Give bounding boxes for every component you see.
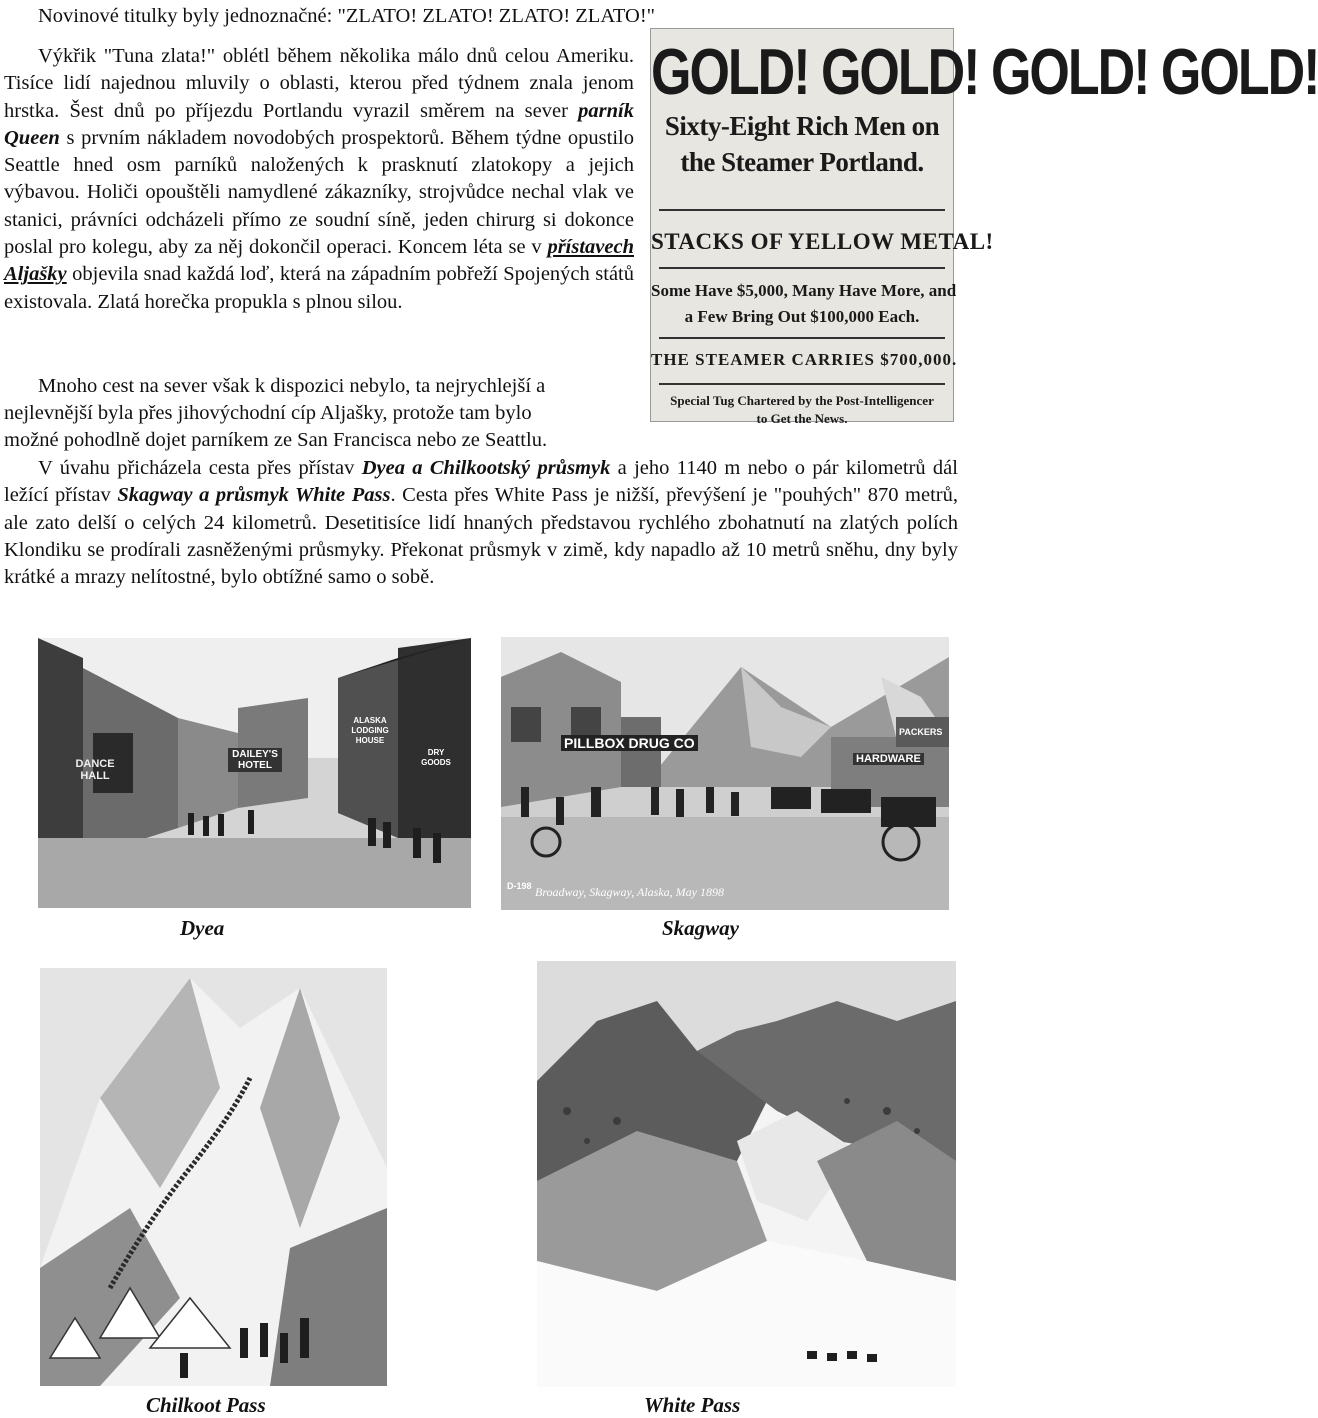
newspaper-carries: THE STEAMER CARRIES $700,000. bbox=[651, 350, 958, 369]
newspaper-rule bbox=[659, 337, 945, 339]
emphasis-dyea-chilkoot: Dyea a Chilkootský průsmyk bbox=[361, 457, 611, 479]
newspaper-tug-1: Special Tug Chartered by the Post-Intelligencer bbox=[670, 393, 934, 408]
photo-plate-number: D-198 bbox=[507, 881, 532, 891]
intro-line: Novinové titulky byly jednoznačné: "ZLATO! ZLATO! ZLATO! ZLATO!" bbox=[38, 5, 656, 27]
photo-white-pass bbox=[537, 961, 956, 1387]
newspaper-rule bbox=[659, 209, 945, 211]
photo-dyea bbox=[38, 638, 471, 908]
paragraph-gold-rush: Výkřik "Tuna zlata!" oblétl během několika málo dnů celou Ameriku. Tisíce lidí najednou mluvily o oblasti, kterou před týdnem znala jenom hrstka. Šest dnů po příjezdu Portlandu vyrazil směrem na sever parník Queen s prvním nákladem novodobých prospektorů. Během týdne opustilo Seattle hned osm parníků naložených k prasknutí zlatokopy a jejich výbavou. Holiči opouštěli namydlené zákazníky, strojvůdce nechal vlak ve stanici, právníci odcházeli přímo ze soudní síně, jeden chirurg si dokonce poslal pro kolegu, aby za něj dokončil operaci. Koncem léta se v přístavech Aljašky objevila snad každá loď, která na západním pobřeží Spojených států existovala. Zlatá horečka propukla s plnou silou. bbox=[4, 45, 634, 313]
sign-dance-hall: DANCE HALL bbox=[75, 758, 115, 782]
photo-skagway bbox=[501, 637, 949, 910]
newspaper-clipping bbox=[650, 28, 1318, 426]
sign-packers: PACKERS bbox=[899, 727, 943, 737]
photo-white-pass-image bbox=[537, 961, 956, 1387]
emphasis-skagway-whitepass: Skagway a průsmyk White Pass bbox=[117, 484, 391, 507]
emphasis-alaska-ports: přístavech Aljašky bbox=[4, 236, 634, 286]
paragraph-routes-line-2: nejlevnější byla přes jihovýchodní cíp Aljašky, protože tam bylo bbox=[4, 402, 532, 424]
photo-skagway-image bbox=[501, 637, 949, 910]
sign-dry-goods: DRY GOODS bbox=[421, 748, 451, 767]
emphasis-queen: parník Queen bbox=[4, 99, 634, 149]
sign-lodging-house: ALASKA LODGING HOUSE bbox=[351, 716, 389, 745]
sign-hardware: HARDWARE bbox=[853, 753, 924, 765]
sign-daileys-hotel: DAILEY'S HOTEL bbox=[228, 748, 282, 772]
newspaper-subheadline-2: the Steamer Portland. bbox=[680, 147, 924, 177]
newspaper-some-1: Some Have $5,000, Many Have More, and bbox=[651, 281, 957, 300]
photo-chilkoot-image bbox=[40, 968, 387, 1386]
newspaper-some-2: a Few Bring Out $100,000 Each. bbox=[684, 307, 920, 326]
newspaper-subheadline-1: Sixty-Eight Rich Men on bbox=[664, 111, 940, 141]
caption-white-pass: White Pass bbox=[644, 1393, 741, 1417]
newspaper-tug-2: to Get the News. bbox=[756, 411, 848, 426]
sign-pillbox-drug: PILLBOX DRUG CO bbox=[561, 735, 698, 751]
caption-dyea: Dyea bbox=[180, 916, 225, 940]
paragraph-passes: V úvahu přicházela cesta přes přístav Dyea a Chilkootský průsmyk a jeho 1140 m nebo o pár kilometrů dál ležící přístav Skagway a průsmyk White Pass. Cesta přes White Pass je nižší, převýšení je "pouhých" 870 metrů, ale zato delší o celých 24 kilometrů. Desetitisíce lidí hnaných představou rychlého zbohatnutí na zlatých polích Klondiku se prodírali zasněženými průsmyky. Překonat průsmyk v zimě, kdy napadlo až 10 metrů sněhu, dny byly krátké a mrazy nelítostné, bylo obtížné samo o sobě. bbox=[4, 457, 958, 589]
paragraph-routes-line-3: možné pohodlně dojet parníkem ze San Francisca nebo ze Seattlu. bbox=[4, 429, 548, 451]
newspaper-rule bbox=[659, 383, 945, 385]
newspaper-stacks: STACKS OF YELLOW METAL! bbox=[651, 229, 994, 254]
photo-inscription: Broadway, Skagway, Alaska, May 1898 bbox=[535, 885, 724, 899]
newspaper-rule bbox=[659, 267, 945, 269]
paragraph-routes-line-1: Mnoho cest na sever však k dispozici nebylo, ta nejrychlejší a bbox=[38, 375, 546, 397]
caption-chilkoot: Chilkoot Pass bbox=[146, 1393, 266, 1417]
newspaper-headline: GOLD! GOLD! GOLD! GOLD! bbox=[651, 36, 1318, 109]
photo-chilkoot-pass bbox=[40, 968, 387, 1386]
caption-skagway: Skagway bbox=[662, 916, 740, 940]
